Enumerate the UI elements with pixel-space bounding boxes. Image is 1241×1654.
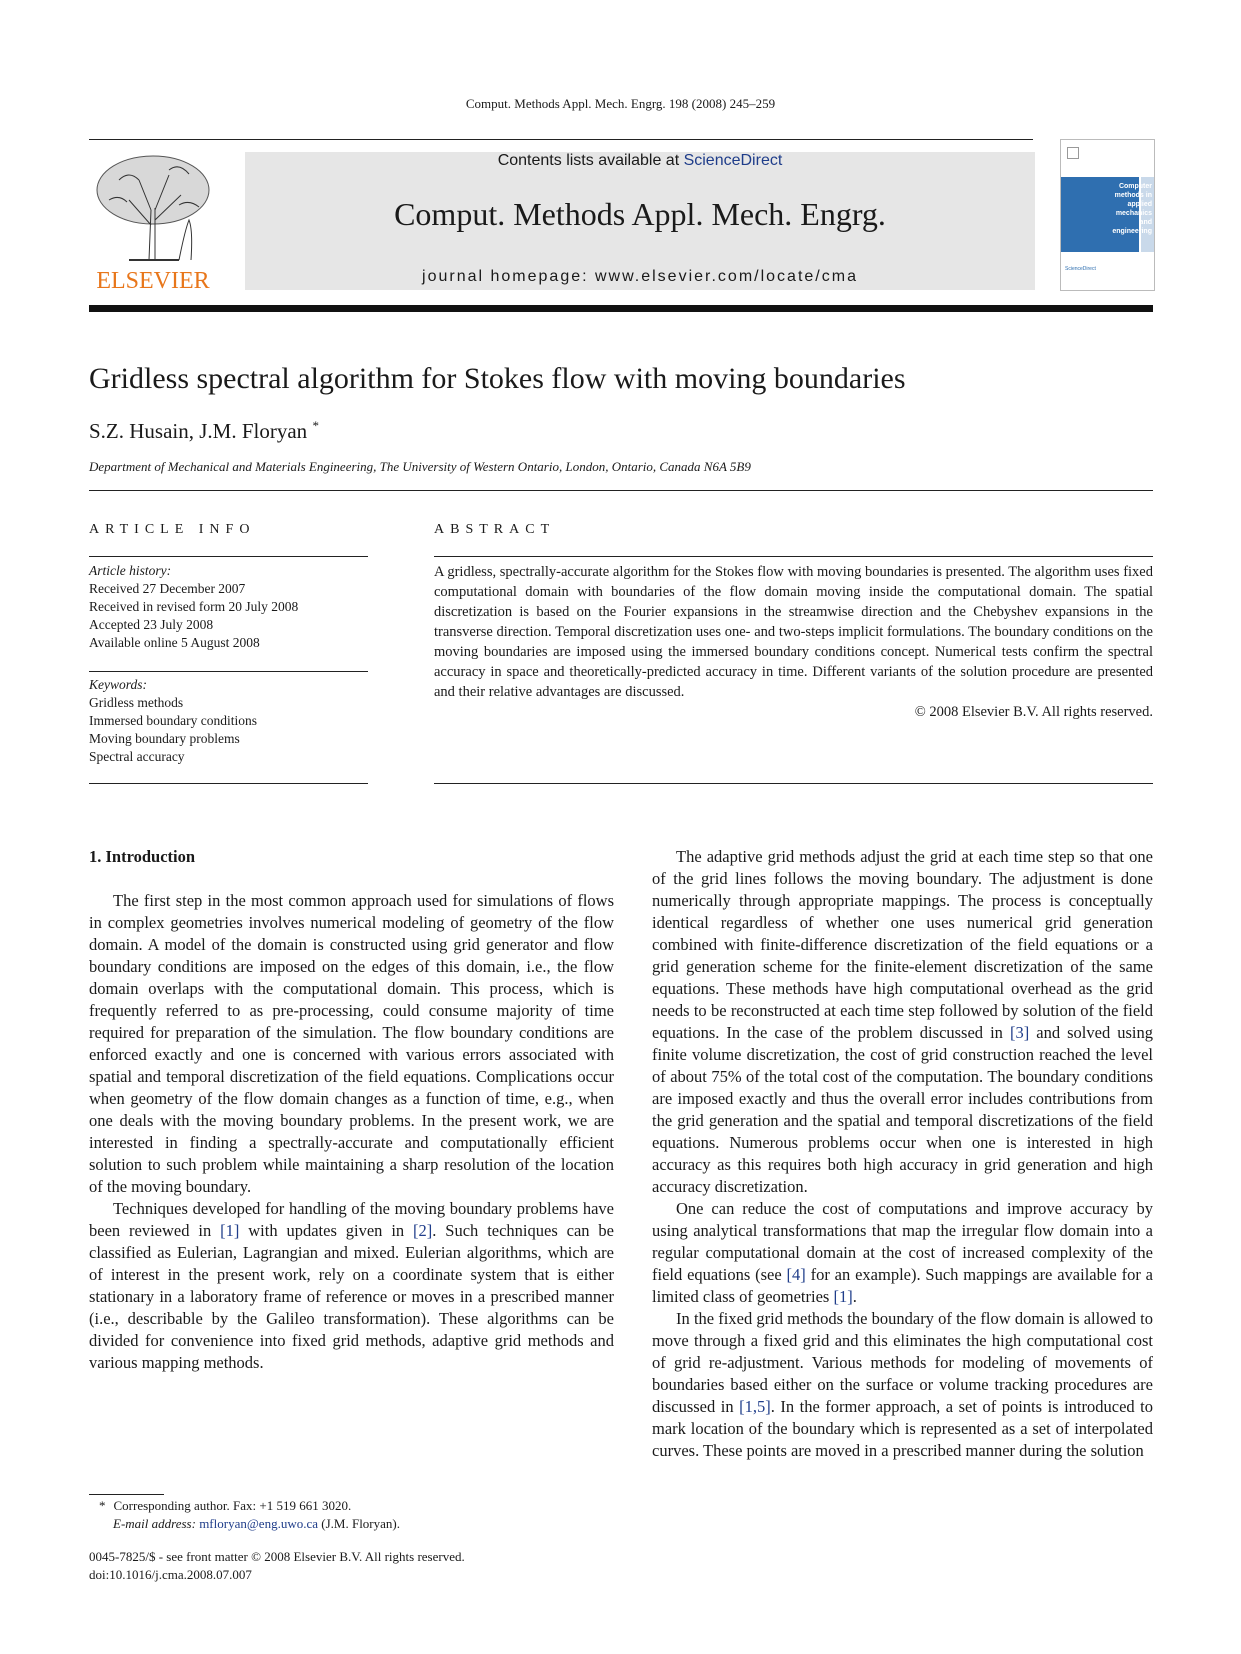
cover-title-line: engineering	[1112, 228, 1152, 235]
text-run: with updates given in	[239, 1221, 414, 1240]
keyword-item: Moving boundary problems	[89, 731, 240, 746]
reference-link[interactable]: [1]	[833, 1287, 853, 1306]
article-info-rule	[89, 556, 368, 557]
abstract-body	[434, 562, 1153, 722]
journal-cover-thumbnail-icon	[1060, 139, 1155, 291]
footnote-rule	[89, 1494, 164, 1495]
abstract-copyright: © 2008 Elsevier B.V. All rights reserved.	[914, 704, 1153, 720]
contents-prefix: Contents lists available at	[497, 152, 684, 169]
abstract-rule	[434, 783, 1153, 784]
history-item: Received in revised form 20 July 2008	[89, 599, 299, 614]
sciencedirect-link[interactable]: ScienceDirect	[683, 152, 783, 169]
journal-name: Comput. Methods Appl. Mech. Engrg.	[394, 196, 886, 232]
text-run: and solved using finite volume discretization, the cost of grid construction reached the level of about 75% of the total cost of the computation. The boundary conditions are imposed exactly and thus the overall error includes contributions from the grid generation and the spatial and temporal discretizations of the field equations. Numerous problems occur when one is interested in high accuracy as this requires both high accuracy in grid generation and high accuracy discretization.	[652, 1023, 1153, 1196]
contents-line	[245, 152, 1035, 170]
body-paragraph: The first step in the most common approach used for simulations of flows in complex geometries involves numerical modeling of geometry of the flow domain. A model of the domain is constructed using grid generator and flow boundary conditions are imposed on the edges of this domain, i.e., the flow domain overlaps with the computational domain. This process, which is frequently referred to as pre-processing, could consume majority of time required for preparation of the simulation. The flow boundary conditions are enforced exactly and one is concerned with various errors associated with spatial and temporal discretization of the field equations. Complications occur when geometry of the flow domain changes as a function of time, e.g., when one deals with the moving boundary problems. In the present work, we are interested in finding a spectrally-accurate and computationally efficient solution to such problem while maintaining a sharp resolution of the location of the moving boundary.	[89, 891, 614, 1196]
history-item: Accepted 23 July 2008	[89, 617, 214, 632]
reference-link[interactable]: [3]	[1009, 1023, 1030, 1042]
front-matter-meta	[89, 1548, 614, 1584]
text-run: .	[852, 1287, 857, 1306]
reference-link[interactable]: [1]	[220, 1221, 240, 1240]
footnote	[89, 1497, 614, 1533]
text-run: for an example). Such mappings are available for a limited class of geometries	[652, 1265, 1153, 1306]
body-paragraph	[652, 1308, 1153, 1462]
keywords-label: Keywords:	[89, 677, 147, 692]
email-label: E-mail address:	[113, 1516, 200, 1531]
article-history	[89, 562, 368, 652]
abstract-text: A gridless, spectrally-accurate algorithm for the Stokes flow with moving boundaries is presented. The algorithm uses fixed computational domain with boundaries of the flow domain moving inside the computational domain. The spatial discretization is based on the Fourier expansions in the streamwise direction and the Chebyshev expansions in the transverse direction. Temporal discretization uses one- and two-steps implicit formulations. The boundary conditions on the moving boundaries are imposed using the immersed boundary conditions concept. Numerical tests confirm the spectral accuracy in space and theoretically-predicted accuracy in time. Different variants of the solution procedure are presented and their relative advantages are discussed.	[434, 564, 1153, 700]
keyword-item: Immersed boundary conditions	[89, 713, 257, 728]
cover-title-line: Computer	[1118, 183, 1152, 190]
abstract-rule	[434, 556, 1153, 557]
text-run: One can reduce the cost of computations and improve accuracy by using analytical transformations that map the irregular flow domain into a regular computational domain at the cost of increased complexity of the field equations (see	[652, 1199, 1153, 1284]
header-top-rule	[89, 139, 1033, 140]
cover-title-line: and	[1139, 219, 1152, 226]
history-item: Received 27 December 2007	[89, 581, 246, 596]
issn-line: 0045-7825/$ - see front matter © 2008 Elsevier B.V. All rights reserved.	[89, 1549, 465, 1564]
footnote-mark: *	[99, 1498, 106, 1513]
cover-sciencedirect-mark: ScienceDirect	[1065, 266, 1096, 272]
body-right-column	[652, 846, 1153, 1462]
cover-title-line: methods in	[1114, 192, 1152, 199]
text-run: The adaptive grid methods adjust the grid at each time step so that one of the grid lines follows the moving boundary. The adjustment is done numerically through appropriate mappings. The process is conceptually identical regardless of whether one uses numerical grid generation combined with finite-difference discretization of the field equations or a grid generation scheme for the finite-element discretization of the same equations. These methods have high computational overhead as the grid needs to be reconstructed at each time step followed by solution of the field equations. In the case of the problem discussed in	[652, 847, 1153, 1042]
corresponding-author-mark[interactable]: *	[312, 418, 319, 433]
history-label: Article history:	[89, 563, 172, 578]
author-names: S.Z. Husain, J.M. Floryan	[89, 419, 308, 443]
article-authors	[89, 418, 319, 444]
reference-link[interactable]: [4]	[786, 1265, 806, 1284]
email-owner: (J.M. Floryan).	[318, 1516, 400, 1531]
journal-citation: Comput. Methods Appl. Mech. Engrg. 198 (2008) 245–259	[465, 96, 776, 111]
text-run: . In the former approach, a set of points is introduced to mark location of the boundary which is represented as a set of interpolated curves. These points are moved in a prescribed manner during the solution	[652, 1397, 1153, 1460]
text-run: . Such techniques can be classified as Eulerian, Lagrangian and mixed. Eulerian algorithms, which are of interest in the present work, rely on a coordinate system that is either stationary in a laboratory frame of reference or moves in a prescribed manner (i.e., describable by the Galileo transformation). These algorithms can be divided for convenience into fixed grid methods, adaptive grid methods and various mapping methods.	[89, 1221, 615, 1372]
title-separator-rule	[89, 490, 1153, 491]
article-info-heading: ARTICLE INFO	[89, 522, 256, 537]
author-affiliation: Department of Mechanical and Materials Engineering, The University of Western Ontario, London, Ontario, Canada N6A 5B9	[89, 459, 751, 474]
section-heading: 1. Introduction	[89, 847, 196, 866]
article-title: Gridless spectral algorithm for Stokes flow with moving boundaries	[89, 362, 906, 395]
footnote-text: Corresponding author. Fax: +1 519 661 3020.	[113, 1498, 352, 1513]
header-thick-rule	[89, 305, 1153, 312]
cover-title-line: applied	[1127, 201, 1152, 208]
text-run: In the fixed grid methods the boundary of the flow domain is allowed to move through a fixed grid and this eliminates the high computational cost of grid re-adjustment. Various methods for modeling of movements of boundaries based either on the surface or volume tracking procedures are discussed in	[652, 1309, 1153, 1416]
cover-title-line: mechanics	[1115, 210, 1152, 217]
keyword-item: Spectral accuracy	[89, 749, 185, 764]
article-info-rule	[89, 671, 368, 672]
history-item: Available online 5 August 2008	[89, 635, 260, 650]
body-paragraph	[652, 846, 1153, 1198]
publisher-wordmark: ELSEVIER	[96, 268, 210, 294]
reference-link[interactable]: [1,5]	[739, 1397, 771, 1416]
journal-homepage[interactable]: journal homepage: www.elsevier.com/locate/cma	[422, 268, 858, 285]
email-link[interactable]: mfloryan@eng.uwo.ca	[199, 1516, 319, 1531]
footnote-corresponding	[89, 1497, 614, 1515]
reference-link[interactable]: [2]	[413, 1221, 433, 1240]
body-left-column	[89, 846, 614, 1374]
keywords-list	[89, 676, 368, 766]
footnote-email-line	[89, 1515, 614, 1533]
doi-line[interactable]: doi:10.1016/j.cma.2008.07.007	[89, 1567, 252, 1582]
body-paragraph	[652, 1198, 1153, 1308]
body-paragraph	[89, 1198, 614, 1374]
abstract-heading: ABSTRACT	[434, 522, 556, 537]
cover-title	[1082, 182, 1152, 236]
text-run: Techniques developed for handling of the moving boundary problems have been reviewed in	[89, 1199, 614, 1240]
cover-logo-mark	[1067, 147, 1079, 159]
article-info-rule	[89, 783, 368, 784]
keyword-item: Gridless methods	[89, 695, 184, 710]
